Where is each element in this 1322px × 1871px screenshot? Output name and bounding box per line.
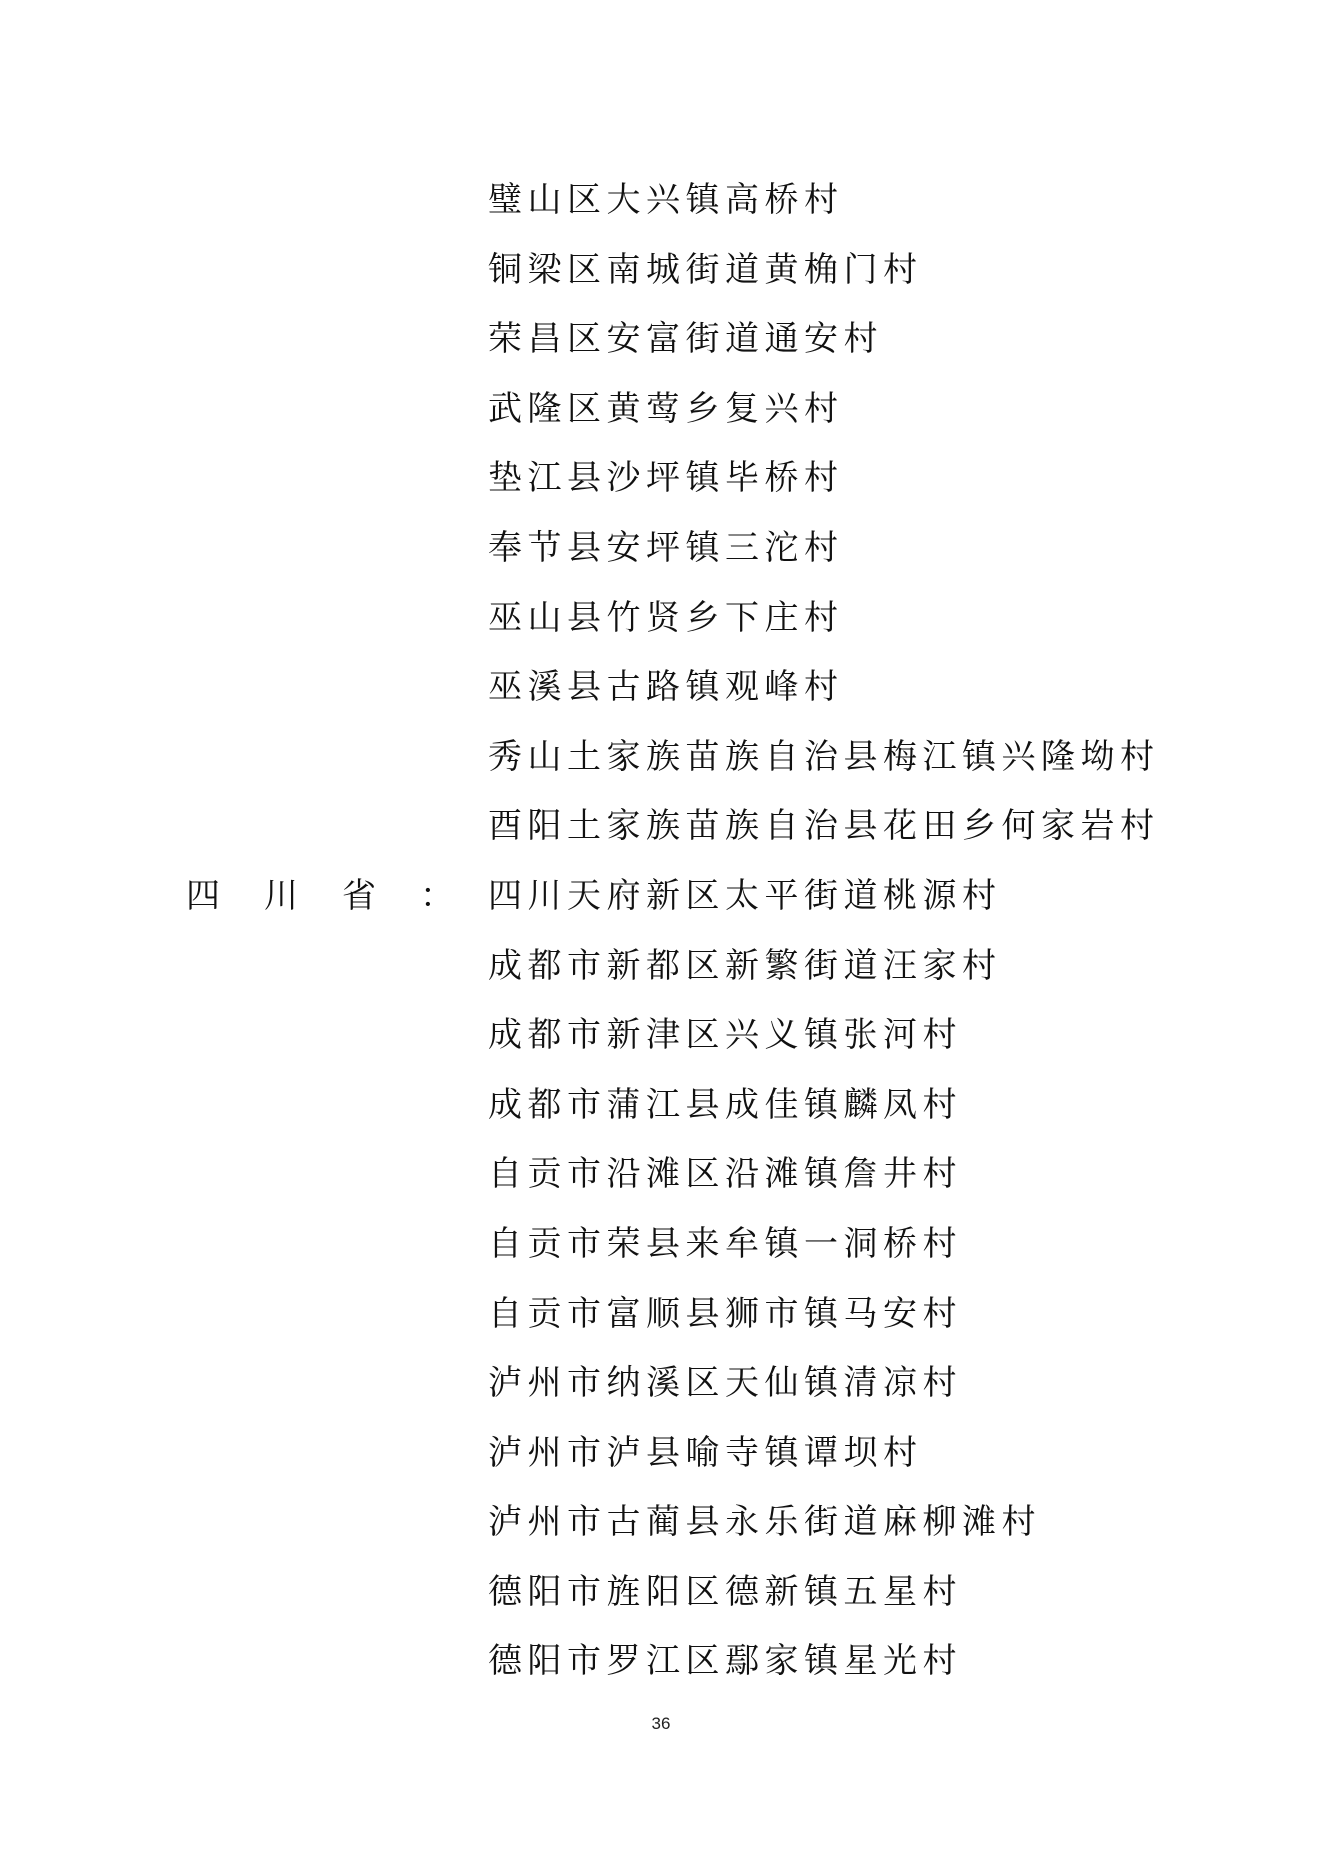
list-item: 自贡市荣县来牟镇一洞桥村 [488,1223,962,1264]
list-item: 奉节县安坪镇三沱村 [488,527,844,568]
list-item: 巫溪县古路镇观峰村 [488,667,844,708]
village-list [488,166,1160,1697]
list-item: 自贡市沿滩区沿滩镇詹井村 [488,1154,962,1195]
list-item: 武隆区黄莺乡复兴村 [488,388,844,429]
list-item: 成都市蒲江县成佳镇麟凤村 [488,1084,962,1125]
list-item: 铜梁区南城街道黄桷门村 [488,249,923,290]
list-item: 泸州市纳溪区天仙镇清凉村 [488,1363,962,1404]
province-char: 川 [264,876,298,916]
list-item: 泸州市古蔺县永乐街道麻柳滩村 [488,1502,1041,1543]
list-item: 德阳市罗江区鄢家镇星光村 [488,1641,962,1682]
list-item: 秀山土家族苗族自治县梅江镇兴隆坳村 [488,736,1160,777]
list-item: 垫江县沙坪镇毕桥村 [488,458,844,499]
list-item: 酉阳土家族苗族自治县花田乡何家岩村 [488,806,1160,847]
list-item: 成都市新津区兴义镇张河村 [488,1015,962,1056]
list-item: 泸州市泸县喻寺镇谭坝村 [488,1432,923,1473]
list-item: 璧山区大兴镇高桥村 [488,180,844,220]
list-item: 荣昌区安富街道通安村 [488,319,883,360]
province-char: 省 [342,876,376,916]
province-colon: ： [420,876,454,916]
list-item: 四川天府新区太平街道桃源村 [488,875,1002,916]
province-label [186,862,454,932]
list-item: 自贡市富顺县狮市镇马安村 [488,1293,962,1334]
list-item: 巫山县竹贤乡下庄村 [488,597,844,638]
province-char: 四 [186,876,220,916]
page-number: 36 [651,1714,671,1733]
list-item: 德阳市旌阳区德新镇五星村 [488,1571,962,1612]
list-item: 成都市新都区新繁街道汪家村 [488,945,1002,986]
